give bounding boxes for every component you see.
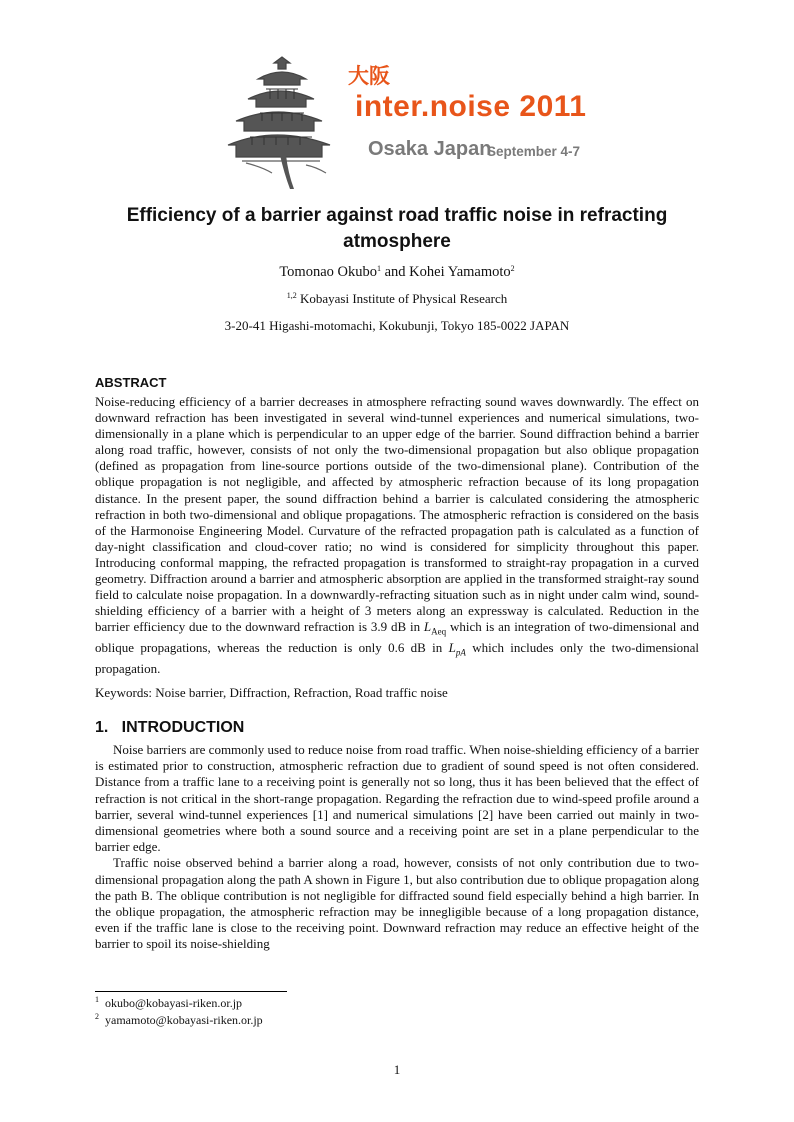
author-line: [95, 264, 699, 281]
paragraph: Noise barriers are commonly used to reduce noise from road traffic. When noise-shielding efficiency of a barrier is estimated prior to construction, atmospheric refraction due to gradient of sound speed is not often considered. Distance from a traffic lane to a receiving point is generally not so long, thus it has been believed that the effect of refraction is not critical in the short-range propagation. Regarding the refraction due to wind-speed profile around a barrier, several wind-tunnel experiences [1] and numerical simulations [2] have been carried out mainly in two-dimensional geometries where both a sound source and a receiving point are set in a plane perpendicular to the barrier edge.: [95, 742, 699, 855]
affiliation: [95, 291, 699, 307]
logo-title: inter.noise 2011: [355, 90, 587, 123]
conference-logo: [222, 55, 594, 190]
paper-title: Efficiency of a barrier against road traffic noise in refracting atmosphere: [126, 205, 668, 252]
footnote: [95, 1013, 263, 1028]
footnote-mark: 2: [95, 1012, 99, 1021]
author-connector: and: [380, 264, 410, 280]
abstract-heading: ABSTRACT: [95, 375, 167, 390]
lpa-subscript-text: pA: [455, 647, 466, 658]
laeq-symbol: L: [423, 619, 432, 635]
institute-address: 3-20-41 Higashi-motomachi, Kokubunji, Tokyo 185-0022 JAPAN: [224, 318, 570, 333]
page-number: 1: [393, 1062, 401, 1077]
affiliation-mark: 2: [510, 264, 515, 273]
osaka-castle-icon: [222, 55, 352, 190]
logo-dates: September 4-7: [487, 144, 581, 159]
abstract-text: which is an integration of two-dimensional and oblique propagations, whereas the reduction is only 0.6 dB in: [95, 619, 699, 655]
abstract-text: Noise-reducing efficiency of a barrier decreases in atmosphere refracting sound waves downwardly. The effect on downward refraction has been investigated in several wind-tunnel experiences and numerical simulations, two-dimensionally in a plane which is perpendicular to an upper edge of the barrier. Sound diffraction behind a barrier along road traffic, however, consists of not only the two-dimensional propagation but also oblique propagation (defined as propagation from line-source portions outside of the two-dimensional plane). Contribution of the oblique propagation is not negligible, and affected by atmospheric refraction because of its long propagation distance. In the present paper, the sound diffraction behind a barrier is calculated considering the atmospheric refraction in both two-dimensional and oblique propagations. The atmospheric refraction is considered on the basis of the Harmonoise Engineering Model. Curvature of the refracted propagation path is calculated as a function of day-night classification and cloud-cover ratio; no wind is considered for simplicity throughout this paper. Introducing conformal mapping, the refracted propagation is transformed to straight-ray propagation in a curved geometry. Diffraction around a barrier and atmospheric absorption are applied in the transformed straight-ray sound field to calculate noise propagation. In a downwardly-refracting situation such as in night under calm wind, sound-shielding efficiency of a barrier with a height of 3 meters along an expressway is calculated. Reduction in the barrier efficiency due to the downward refraction is 3.9 dB in: [95, 394, 699, 635]
footnote: [95, 996, 242, 1011]
paragraph: Traffic noise observed behind a barrier along a road, however, consists of not only contribution due to two-dimensional propagation along the path A shown in Figure 1, but also contribution due to oblique propagation along the path B. The oblique contribution is not negligible for diffracted sound field especially behind a high barrier. In the oblique propagation, the atmospheric refraction may be innegligible because of a long propagation distance, even if the traffic lane is close to the receiving point. Downward refraction may reduce an effective height of the barrier to spoil its noise-shielding: [95, 855, 699, 952]
footnote-email: okubo@kobayasi-riken.or.jp: [105, 996, 243, 1010]
institute-name: Kobayasi Institute of Physical Research: [300, 291, 508, 306]
affiliation-mark: 1: [376, 264, 381, 273]
affiliation-marks: 1,2: [286, 291, 297, 300]
abstract-body: [95, 394, 699, 677]
abstract-text: which includes only the two-dimensional propagation.: [95, 640, 699, 676]
lpa-symbol: L: [448, 640, 456, 655]
keywords: Keywords: Noise barrier, Diffraction, Refraction, Road traffic noise: [95, 685, 448, 700]
author-name: Tomonao Okubo: [279, 264, 377, 280]
laeq-subscript: Aeq: [431, 626, 447, 637]
section-heading-introduction: 1. INTRODUCTION: [95, 719, 245, 736]
footnote-divider: [95, 991, 287, 992]
introduction-body: [95, 742, 699, 953]
footnote-email: yamamoto@kobayasi-riken.or.jp: [105, 1013, 263, 1027]
footnote-mark: 1: [95, 995, 99, 1004]
logo-city: Osaka Japan: [368, 138, 492, 160]
logo-kanji: 大阪: [348, 64, 390, 88]
lpa-subscript: [456, 648, 466, 658]
author-name: Kohei Yamamoto: [409, 264, 511, 280]
